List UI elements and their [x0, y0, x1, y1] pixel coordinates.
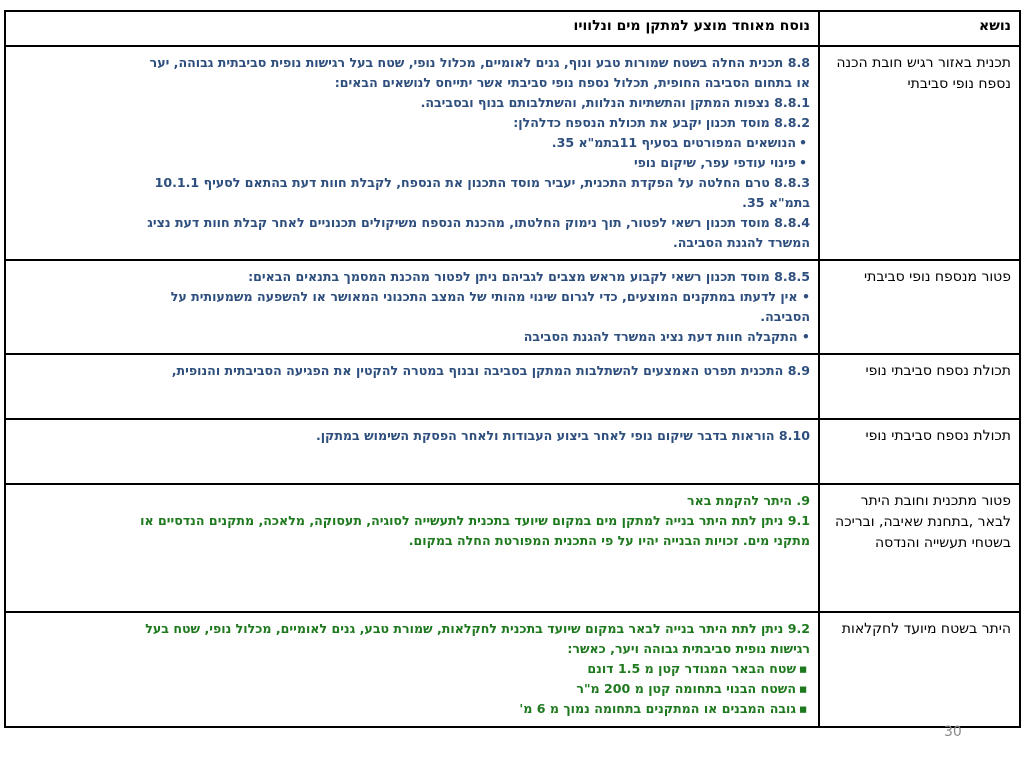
- square-bullet-icon: ▪: [798, 661, 808, 676]
- square-bullet-icon: ▪: [798, 681, 808, 696]
- bullet-item: ▪השטח הבנוי בתחומה קטן מ 200 מ"ר: [14, 679, 810, 699]
- table-row: [5, 612, 1020, 727]
- table-row: [5, 260, 1020, 354]
- content-line: 9.1 ניתן לתת היתר בנייה למתקן מים במקום שיועד בתכנית לתעשייה לסוגיה, תעסוקה, מלאכה, מתקנים הנדסיים או: [140, 513, 810, 528]
- content-line: 9. היתר להקמת באר: [687, 493, 810, 508]
- row-content: [5, 419, 819, 484]
- content-line: 8.8.5 מוסד תכנון רשאי לקבוע מראש מצבים לגביהם ניתן לפטור מהכנת המסמך בתנאים הבאים:: [248, 269, 810, 284]
- content-line: הסביבה.: [760, 309, 810, 324]
- row-content: [5, 484, 819, 612]
- bullet-icon: •: [798, 155, 808, 170]
- provisions-table: [4, 10, 1021, 728]
- content-line: 8.8 תכנית החלה בשטח שמורות טבע ונוף, גנים לאומיים, מכלול נופי, שטח בעל רגישות נופית סביבתית גבוהה, יער: [149, 55, 810, 70]
- content-line: רגישות נופית סביבתית גבוהה ויער, כאשר:: [567, 641, 810, 656]
- content-line: המשרד להגנת הסביבה.: [673, 235, 810, 250]
- content-line: 8.8.2 מוסד תכנון יקבע את תכולת הנספח כדלהלן:: [513, 115, 810, 130]
- row-topic: תכולת נספח סביבתי נופי: [819, 419, 1020, 484]
- header-topic: נושא: [819, 11, 1020, 46]
- slide-number: 30: [944, 724, 962, 740]
- bullet-item: ▪גובה המבנים או המתקנים בתחומה נמוך מ 6 מ': [14, 699, 810, 719]
- content-line: 8.9 התכנית תפרט האמצעים להשתלבות המתקן בסביבה ובנוף במטרה להקטין את הפגיעה הסביבתית והנופית,: [171, 363, 810, 378]
- row-topic: תכולת נספח סביבתי נופי: [819, 354, 1020, 419]
- bullet-item: ▪שטח הבאר המגודר קטן מ 1.5 דונם: [14, 659, 810, 679]
- row-topic: פטור מתכנית וחובת היתר לבאר ,בתחנת שאיבה, ובריכה בשטחי תעשייה והנדסה: [819, 484, 1020, 612]
- bullet-item: •הנושאים המפורטים בסעיף 11בתמ"א 35.: [14, 133, 810, 153]
- content-line: או בתחום הסביבה החופית, תכלול נספח נופי סביבתי אשר יתייחס לנושאים הבאים:: [334, 75, 810, 90]
- row-topic: תכנית באזור רגיש חובת הכנה נספח נופי סביבתי: [819, 46, 1020, 260]
- row-topic: פטור מנספח נופי סביבתי: [819, 260, 1020, 354]
- content-line: 8.8.4 מוסד תכנון רשאי לפטור, תוך נימוק החלטתו, מהכנת הנספח משיקולים תכנוניים לאחר קבלת חוות דעת נציג: [147, 215, 810, 230]
- row-content: [5, 612, 819, 727]
- content-line: מתקני מים. זכויות הבנייה יהיו על פי התכנית המפורטת החלה במקום.: [408, 533, 810, 548]
- row-content: [5, 354, 819, 419]
- content-line: 8.10 הוראות בדבר שיקום נופי לאחר ביצוע העבודות ולאחר הפסקת השימוש במתקן.: [315, 428, 810, 443]
- content-line: • התקבלה חוות דעת נציג המשרד להגנת הסביבה: [523, 329, 810, 344]
- table-header-row: [5, 11, 1020, 46]
- bullet-item: •פינוי עודפי עפר, שיקום נופי: [14, 153, 810, 173]
- row-content: [5, 260, 819, 354]
- content-line: בתמ"א 35.: [742, 195, 810, 210]
- content-line: 8.8.1 נצפות המתקן והתשתיות הנלוות, והשתלבותם בנוף ובסביבה.: [420, 95, 810, 110]
- square-bullet-icon: ▪: [798, 701, 808, 716]
- table-row: [5, 484, 1020, 612]
- table-row: [5, 46, 1020, 260]
- row-topic: היתר בשטח מיועד לחקלאות: [819, 612, 1020, 727]
- table-row: [5, 354, 1020, 419]
- header-content: נוסח מאוחד מוצע למתקן מים ונלוויו: [5, 11, 819, 46]
- table-row: [5, 419, 1020, 484]
- content-line: 8.8.3 טרם החלטה על הפקדת התכנית, יעביר מוסד התכנון את הנספח, לקבלת חוות דעת בהתאם לסעיף 10.1.1: [154, 175, 810, 190]
- row-content: [5, 46, 819, 260]
- content-line: 9.2 ניתן לתת היתר בנייה לבאר במקום שיועד בתכנית לחקלאות, שמורת טבע, גנים לאומיים, מכלול נופי, שטח בעל: [145, 621, 810, 636]
- content-line: • אין לדעתו במתקנים המוצעים, כדי לגרום שינוי מהותי של המצב התכנוני המאושר או להשפעה משמעותית על: [170, 289, 810, 304]
- bullet-icon: •: [798, 135, 808, 150]
